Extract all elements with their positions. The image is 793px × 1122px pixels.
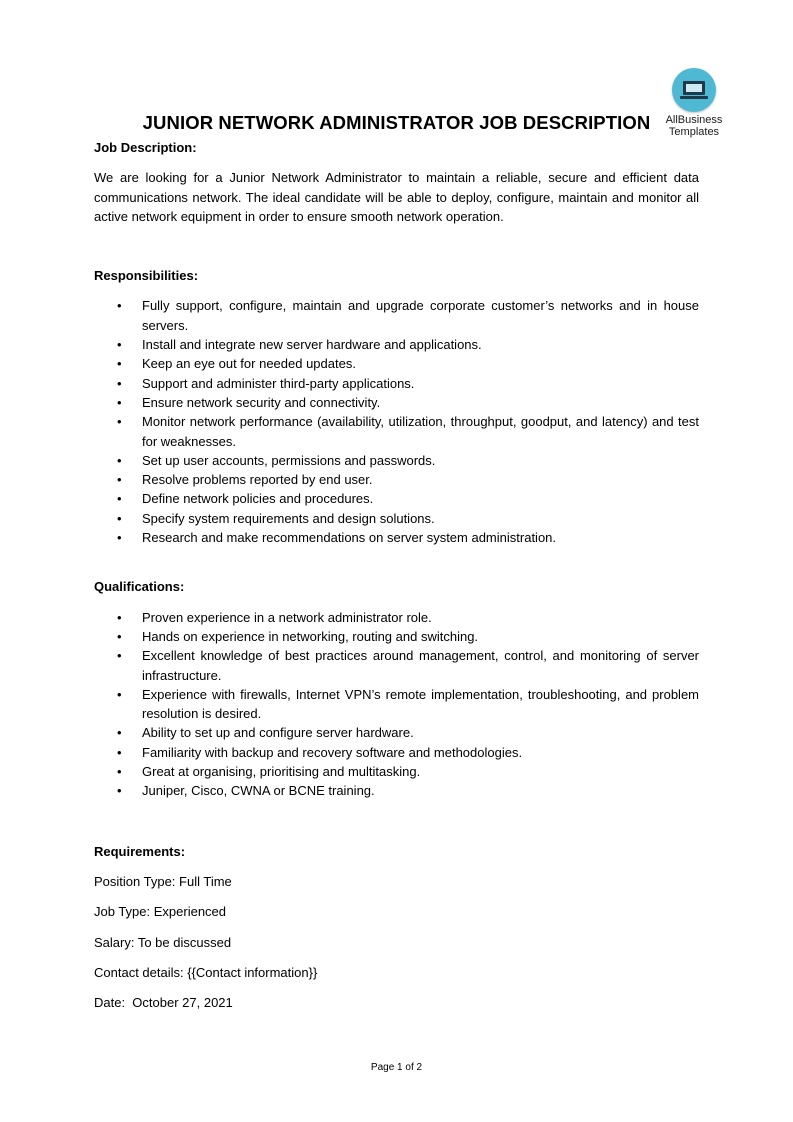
- list-item: • Set up user accounts, permissions and passwords.: [94, 451, 699, 470]
- list-item: • Install and integrate new server hardware and applications.: [94, 335, 699, 354]
- qualifications-heading: Qualifications:: [94, 579, 185, 595]
- list-item: • Keep an eye out for needed updates.: [94, 354, 699, 373]
- list-item: • Excellent knowledge of best practices around management, control, and monitoring of server infrastructure.: [94, 646, 699, 685]
- list-item: • Fully support, configure, maintain and upgrade corporate customer’s networks and in house servers.: [94, 296, 699, 335]
- position-type: Position Type: Full Time: [94, 873, 232, 889]
- list-item: • Ensure network security and connectivity.: [94, 393, 699, 412]
- list-item: • Familiarity with backup and recovery software and methodologies.: [94, 743, 699, 762]
- list-item: • Hands on experience in networking, routing and switching.: [94, 627, 699, 646]
- qualifications-list: [94, 608, 699, 801]
- page-number: Page 1 of 2: [370, 1062, 423, 1073]
- list-item: • Research and make recommendations on server system administration.: [94, 528, 699, 547]
- list-item: • Ability to set up and configure server hardware.: [94, 723, 699, 742]
- list-item: • Support and administer third-party applications.: [94, 374, 699, 393]
- logo-line-1: AllBusiness: [665, 114, 723, 126]
- document-title: JUNIOR NETWORK ADMINISTRATOR JOB DESCRIPTION: [142, 112, 651, 133]
- contact-details: Contact details: {{Contact information}}: [94, 964, 318, 980]
- responsibilities-heading: Responsibilities:: [94, 268, 199, 284]
- list-item: • Experience with firewalls, Internet VPN’s remote implementation, troubleshooting, and problem resolution is desired.: [94, 685, 699, 724]
- list-item: • Juniper, Cisco, CWNA or BCNE training.: [94, 781, 699, 800]
- list-item: • Specify system requirements and design solutions.: [94, 509, 699, 528]
- responsibilities-list: [94, 296, 699, 547]
- job-type: Job Type: Experienced: [94, 904, 227, 920]
- salary: Salary: To be discussed: [94, 934, 232, 950]
- requirements-heading: Requirements:: [94, 843, 186, 859]
- list-item: • Resolve problems reported by end user.: [94, 470, 699, 489]
- list-item: • Define network policies and procedures.: [94, 489, 699, 508]
- document-body: [94, 138, 699, 1012]
- job-description-text: We are looking for a Junior Network Administrator to maintain a reliable, secure and efficient data communications network. The ideal candidate will be able to deploy, configure, maintain and monitor all active network equipment in order to ensure smooth network operation.: [94, 170, 699, 224]
- list-item: • Great at organising, prioritising and multitasking.: [94, 762, 699, 781]
- laptop-icon: [672, 68, 716, 112]
- job-description-heading: Job Description:: [94, 140, 197, 155]
- logo-line-2: Templates: [668, 126, 720, 138]
- list-item: • Proven experience in a network administrator role.: [94, 608, 699, 627]
- list-item: • Monitor network performance (availability, utilization, throughput, goodput, and latency) and test for weaknesses.: [94, 412, 699, 451]
- date: Date: October 27, 2021: [94, 995, 233, 1011]
